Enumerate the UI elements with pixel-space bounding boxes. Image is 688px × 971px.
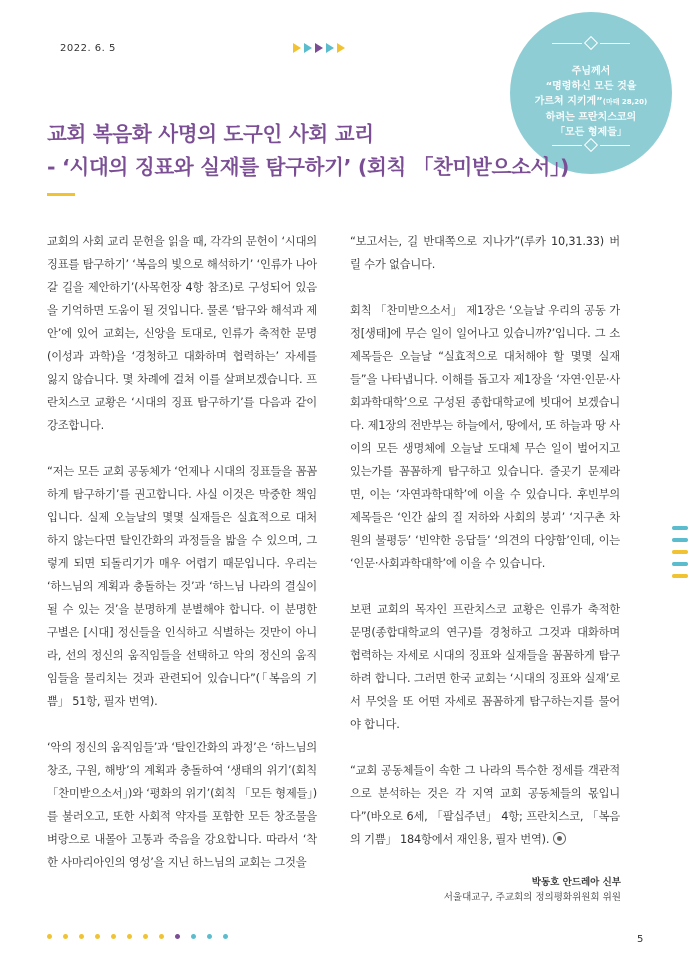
paragraph: 회칙 「찬미받으소서」 제1장은 ‘오늘날 우리의 공동 가정[생태]에 무슨 일이 일어나고 있습니까?’입니다. 그 소제목들은 오늘날 “실효적으로 대처해야 할 몇몇 실재들”을 나타냅니다. 이해를 돕고자 제1장을 ‘자연·인문·사회과학대학’으로 구성된 종합대학교에 빗대어 보겠습니다. 제1장의 전반부는 하늘에서, 땅에서, 또 하늘과 땅 사이의 모든 생명체에 오늘날 도대체 무슨 일이 벌어지고 있는가를 꼼꼼하게 탐구하고 있습니다. 줄곳기 문제라면, 이는 ‘자연과학대학’에 이을 수 있습니다. 후빈부의 제목들은 ‘인간 삶의 질 저하와 사회의 붕괴’ ‘지구촌 차원의 불평등’ ‘빈약한 응답들’ ‘의견의 다양함’인데, 이는 ‘인문·사회과학대학’에 이을 수 있습니다. [350,304,620,570]
side-bar [672,550,688,554]
paragraph: ‘악의 정신의 움직임들’과 ‘탈인간화의 과정’은 ‘하느님의 창조, 구원, 해방’의 계획과 충돌하여 ‘생태의 위기’(회칙 「찬미받으소서」)와 ‘평화의 위기’(회칙 「모든 형제들」)를 불러오고, 또한 사회적 약자를 포함한 모든 창조물을 벼랑으로 내몰아 고통과 죽음을 강요합니다. 따라서 ‘착한 사마리아인의 영성’을 지닌 하느님의 교회는 그것을 [47,741,317,869]
badge-line-5: 「모든 형제들」 [555,127,627,138]
side-bar [672,562,688,566]
decor-dot [207,934,212,939]
badge-scripture-ref: (마태 28,20) [602,98,648,106]
article-title [47,118,569,184]
decor-dot [79,934,84,939]
arrow-icon [337,43,345,53]
decor-dot [127,934,132,939]
arrow-icon [315,43,323,53]
arrow-icon [293,43,301,53]
arrow-decoration [293,43,345,53]
badge-line-3: 가르쳐 지키게” [534,96,603,107]
page-number: 5 [637,934,644,945]
paragraph-text: “교회 공동체들이 속한 그 나라의 특수한 정세를 객관적으로 분석하는 것은 각 지역 교회 공동체들의 몫입니다”(바오로 6세, 「팔십주년」 4항; 프란치스코, 「복음의 기쁨」 184항에서 재인용, 필자 번역). [350,764,620,846]
title-line-2: - ‘시대의 징표와 실재를 탐구하기’ (회칙 「찬미받으소서」) [47,155,570,179]
decor-dot [191,934,196,939]
decor-dot [159,934,164,939]
badge-top-ornament [510,36,672,50]
paragraph [350,759,620,851]
author-affiliation: 서울대교구, 주교회의 정의평화위원회 위원 [443,892,621,903]
arrow-icon [326,43,334,53]
decor-dot [175,934,180,939]
paragraph: 보편 교회의 목자인 프란치스코 교황은 인류가 축적한 문명(종합대학교의 연구)를 경청하고 그것과 대화하며 협력하는 자세로 시대의 징표와 실재들을 꼼꼼하게 탐구하려 합니다. 그러면 한국 교회는 ‘시대의 징표와 실재’로서 무엇을 또 어떤 자세로 꼼꼼하게 탐구하는지를 물어야 합니다. [350,603,620,731]
decor-dot [47,934,52,939]
side-bar [672,538,688,542]
badge-line-1: 주님께서 [571,66,611,77]
badge-line-4: 하려는 프란치스코의 [545,112,637,123]
decor-dot [143,934,148,939]
end-mark-icon [553,832,566,845]
paragraph: 교회의 사회 교리 문헌을 읽을 때, 각각의 문헌이 ‘시대의 징표를 탐구하기’ ‘복음의 빛으로 해석하기’ ‘인류가 나아갈 길을 제안하기’(사목헌장 4항 참조)로 구성되어 있음을 기억하면 도움이 될 것입니다. 물론 ‘탐구와 해석과 제안’에 있어 교회는, 신앙을 토대로, 인류가 축적한 문명(이성과 과학)을 ‘경청하고 대화하며 협력하는’ 자세를 잃지 않습니다. 몇 차례에 걸쳐 이를 살펴보겠습니다. 프란치스코 교황은 ‘시대의 징표 탐구하기’를 다음과 같이 강조합니다. [47,235,317,432]
arrow-icon [304,43,312,53]
decor-dot [63,934,68,939]
side-bar [672,526,688,530]
decor-dot [111,934,116,939]
author-block [444,875,621,905]
title-accent-bar [47,193,75,196]
issue-date: 2022. 6. 5 [60,43,116,54]
left-column [47,230,317,897]
author-name: 박동호 안드레아 신부 [531,877,621,888]
right-column [350,230,620,874]
paragraph: “보고서는, 길 반대쪽으로 지나가”(루카 10,31.33) 버릴 수가 없습니다. [350,235,620,271]
decor-dot [95,934,100,939]
paragraph: “저는 모든 교회 공동체가 ‘언제나 시대의 징표들을 꼼꼼하게 탐구하기’를 권고합니다. 사실 이것은 막중한 책임입니다. 실제 오늘날의 몇몇 실재들은 실효적으로 대처하지 않는다면 탈인간화의 과정들을 밟을 수 있으며, 그렇게 되면 되돌리기가 매우 어렵기 때문입니다. 우리는 ‘하느님의 계획과 충돌하는 것’과 ‘하느님 나라의 결실이 될 수 있는 것’을 분명하게 분별해야 합니다. 이 분명한 구별은 [시대] 정신들을 인식하고 식별하는 것만이 아니라, 선의 정신의 움직임들을 선택하고 악의 정신의 움직임들을 물리치는 것과 관련되어 있습니다”(「복음의 기쁨」 51항, 필자 번역). [47,465,317,708]
dot-decoration [47,934,228,939]
decor-dot [223,934,228,939]
side-bar [672,574,688,578]
side-bar-decoration [672,526,688,586]
badge-line-2: “명령하신 모든 것을 [545,81,637,92]
title-line-1: 교회 복음화 사명의 도구인 사회 교리 [47,122,374,146]
